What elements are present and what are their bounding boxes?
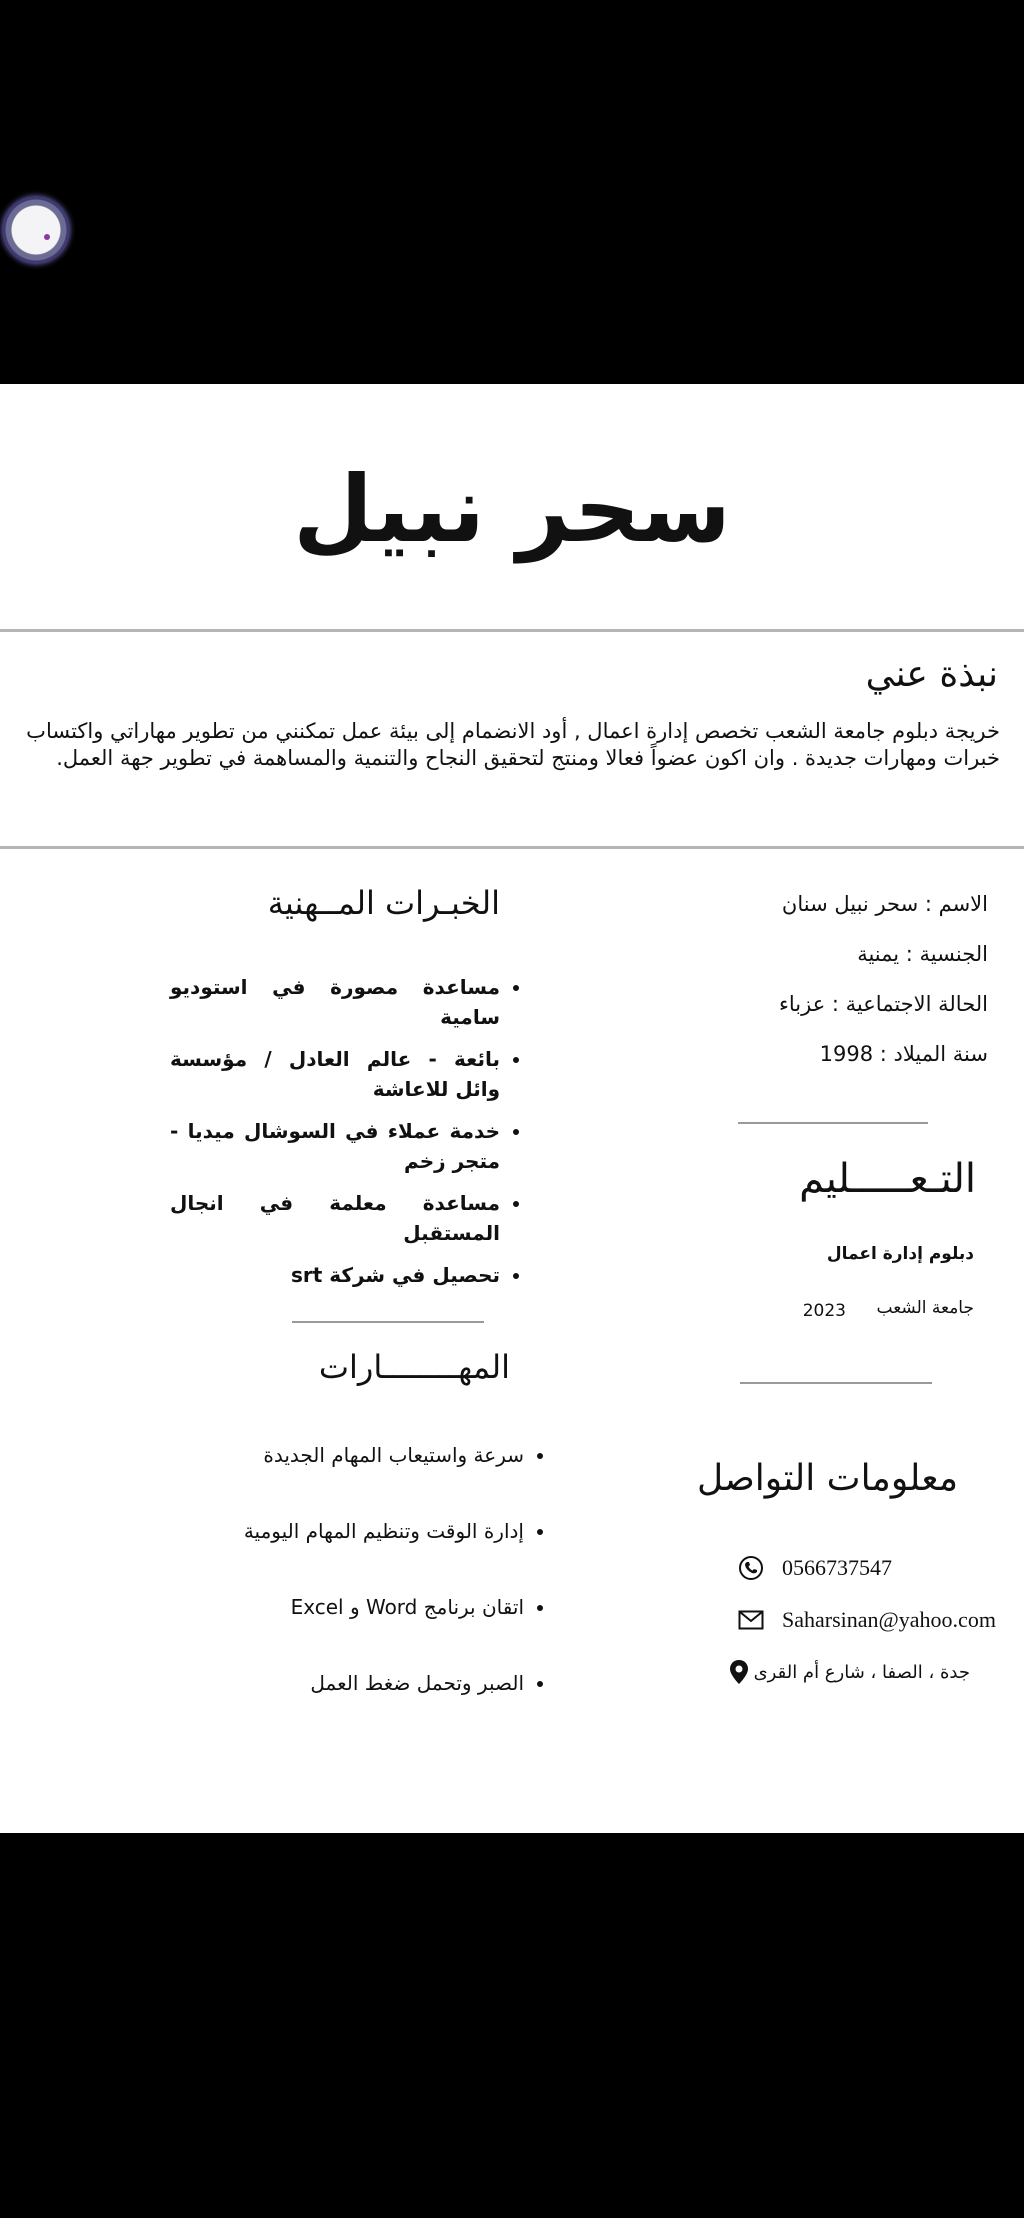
experience-item: • خدمة عملاء في السوشال ميديا - متجر زخم xyxy=(170,1116,500,1176)
personal-info xyxy=(698,894,988,1094)
experience-item: • مساعدة معلمة في انجال المستقبل xyxy=(170,1188,500,1248)
skills-heading: المهــــــــارات xyxy=(318,1348,510,1386)
separator-education xyxy=(740,1382,932,1384)
email-address[interactable]: Saharsinan@yahoo.com xyxy=(782,1607,996,1632)
education-heading: التـعـــــليم xyxy=(799,1156,976,1202)
experience-item: • مساعدة مصورة في استوديو سامية xyxy=(170,972,500,1032)
info-marital-status: الحالة الاجتماعية : عزباء xyxy=(779,992,988,1016)
experience-item: • بائعة - عالم العادل / مؤسسة وائل للاعاشة xyxy=(170,1044,500,1104)
about-text: خريجة دبلوم جامعة الشعب تخصص إدارة اعمال , أود الانضمام إلى بيئة عمل تمكنني من تطوير مهاراتي واكتساب خبرات ومهارات جديدة . وان اكون عضواً فعالا ومنتج لتحقيق النجاح والتنمية والمساهمة في تطوير جهة العمل. xyxy=(26,719,1000,771)
separator-experience xyxy=(292,1321,484,1323)
separator-info xyxy=(738,1122,928,1124)
floating-assistant-button[interactable] xyxy=(2,196,70,264)
phone-icon xyxy=(736,1553,766,1583)
info-birth-year: سنة الميلاد : 1998 xyxy=(819,1042,988,1066)
location-pin-icon xyxy=(724,1657,754,1687)
education-degree: دبلوم إدارة اعمال xyxy=(826,1244,974,1264)
info-nationality: الجنسية : يمنية xyxy=(857,942,988,966)
skill-item: • سرعة واستيعاب المهام الجديدة xyxy=(224,1430,524,1480)
about-heading: نبذة عني xyxy=(865,654,998,695)
experience-list xyxy=(170,972,526,1302)
contact-heading: معلومات التواصل xyxy=(696,1458,958,1499)
contact-phone xyxy=(736,1550,892,1586)
contact-address xyxy=(724,1654,986,1690)
education-school: جامعة الشعب xyxy=(876,1298,974,1318)
info-name: الاسم : سحر نبيل سنان xyxy=(781,892,988,916)
divider-top xyxy=(0,629,1024,632)
contact-email xyxy=(736,1602,996,1638)
skill-item: • إدارة الوقت وتنظيم المهام اليومية xyxy=(224,1506,524,1556)
phone-number[interactable]: 0566737547 xyxy=(782,1555,892,1580)
resume-name-title: سحر نبيل xyxy=(293,456,731,563)
experience-item: • تحصيل في شركة srt xyxy=(170,1260,500,1290)
divider-about xyxy=(0,846,1024,849)
envelope-icon xyxy=(736,1605,766,1635)
resume-page xyxy=(0,384,1024,1833)
education-year: 2023 xyxy=(802,1301,846,1321)
skill-item: • الصبر وتحمل ضغط العمل xyxy=(224,1658,524,1708)
indicator-dot xyxy=(44,234,50,240)
address-text: جدة ، الصفا ، شارع أم القرى xyxy=(753,1661,970,1683)
skill-item: • اتقان برنامج Word و Excel xyxy=(224,1582,524,1632)
experience-heading: الخبـرات المــهنية xyxy=(267,884,500,922)
skills-list xyxy=(224,1430,550,1734)
